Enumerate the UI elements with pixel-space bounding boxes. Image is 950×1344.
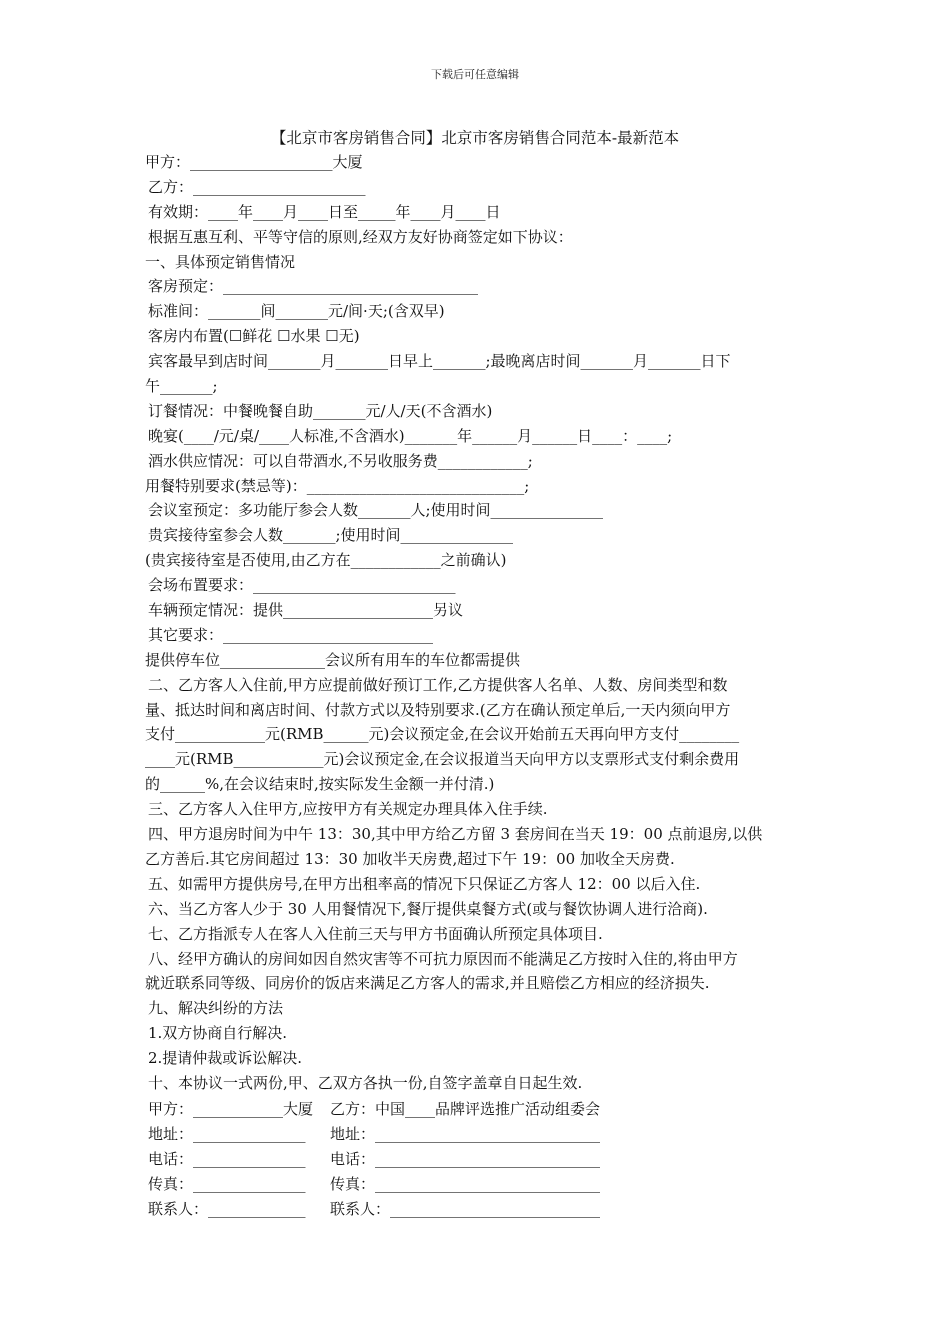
contract-line: (贵宾接待室是否使用,由乙方在____________之前确认) — [145, 551, 507, 570]
contract-line: 贵宾接待室参会人数_______;使用时间_______________ — [148, 526, 514, 545]
party-b-field: 联系人：____________________________ — [330, 1199, 601, 1218]
contract-line: 标准间：_______间_______元/间·天;(含双早) — [148, 302, 445, 321]
contract-line: 六、当乙方客人少于 30 人用餐情况下,餐厅提供桌餐方式(或与餐饮协调人进行洽商). — [148, 899, 708, 918]
contract-body — [145, 150, 810, 1096]
contract-line: 支付____________元(RMB______元)会议预定金,在会议开始前五天再向甲方支付________ — [145, 725, 740, 744]
party-b-field: 电话：______________________________ — [330, 1149, 601, 1168]
contract-line: 一、具体预定销售情况 — [145, 252, 296, 271]
contract-line: 客房内布置(☐鲜花 ☐水果 ☐无) — [148, 327, 360, 346]
contract-line: 四、甲方退房时间为中午 13：30,其中甲方给乙方留 3 套房间在当天 19：00 点前退房,以供 — [148, 825, 763, 844]
contract-line: 订餐情况：中餐晚餐自助_______元/人/天(不含酒水) — [148, 401, 493, 420]
party-a-field: 传真：_______________ — [148, 1174, 306, 1193]
party-b-field: 乙方：中国____品牌评选推广活动组委会 — [330, 1100, 601, 1118]
contract-line: 用餐特别要求(禁忌等)：_____________________________; — [145, 476, 530, 495]
contract-line: 就近联系同等级、同房价的饭店来满足乙方客人的需求,并且赔偿乙方相应的经济损失. — [145, 974, 710, 993]
contract-line: 1.双方协商自行解决. — [148, 1024, 288, 1043]
contract-line: 七、乙方指派专人在客人入住前三天与甲方书面确认所预定具体项目. — [148, 924, 603, 943]
contract-line: 有效期：____年____月____日至_____年____月____日 — [148, 202, 501, 221]
party-a-field: 地址：_______________ — [148, 1124, 306, 1143]
party-a-field: 联系人：_____________ — [148, 1199, 306, 1218]
contract-line: 乙方善后.其它房间超过 13：30 加收半天房费,超过下午 19：00 加收全天房费. — [145, 849, 675, 868]
contract-line: 三、乙方客人入住甲方,应按甲方有关规定办理具体入住手续. — [148, 800, 548, 819]
contract-line: 其它要求：____________________________ — [148, 625, 434, 644]
contract-line: 会议室预定：多功能厅参会人数_______人;使用时间_______________ — [148, 501, 604, 520]
contract-line: 根据互惠互利、平等守信的原则,经双方友好协商签定如下协议： — [148, 227, 573, 246]
party-b-field: 地址：______________________________ — [330, 1124, 601, 1143]
contract-line: 提供停车位______________会议所有用车的车位都需提供 — [145, 650, 521, 669]
contract-line: 晚宴(____/元/桌/____人标准,不含酒水)_______年______月______日____：____; — [148, 426, 673, 445]
contract-line: 二、乙方客人入住前,甲方应提前做好预订工作,乙方提供客人名单、人数、房间类型和数 — [148, 675, 728, 694]
party-a-field: 甲方：____________大厦 — [148, 1100, 314, 1118]
contract-line: 五、如需甲方提供房号,在甲方出租率高的情况下只保证乙方客人 12：00 以后入住. — [148, 874, 701, 893]
contract-line: 会场布置要求：___________________________ — [148, 576, 456, 595]
contract-line: 宾客最早到店时间_______月_______日早上_______;最晚离店时间_______月_______日下 — [148, 352, 731, 371]
contract-line: 2.提请仲裁或诉讼解决. — [148, 1049, 303, 1068]
signature-row — [148, 1147, 798, 1172]
signature-row — [148, 1122, 798, 1147]
document-title: 【北京市客房销售合同】北京市客房销售合同范本-最新范本 — [270, 129, 680, 147]
contract-line: 酒水供应情况：可以自带酒水,不另收服务费____________; — [148, 451, 533, 470]
contract-line: ____元(RMB____________元)会议预定金,在会议报道当天向甲方以支票形式支付剩余费用 — [145, 750, 740, 769]
signature-row — [148, 1197, 798, 1222]
contract-line: 甲方：___________________大厦 — [145, 153, 363, 171]
header-note: 下载后可任意编辑 — [431, 68, 519, 81]
party-b-field: 传真：______________________________ — [330, 1174, 601, 1193]
contract-line: 量、抵达时间和离店时间、付款方式以及特别要求.(乙方在确认预定单后,一天内须向甲方 — [145, 700, 731, 719]
contract-line: 八、经甲方确认的房间如因自然灾害等不可抗力原因而不能满足乙方按时入住的,将由甲方 — [148, 949, 738, 968]
contract-line: 的______%,在会议结束时,按实际发生金额一并付清.) — [145, 775, 495, 794]
contract-line: 十、本协议一式两份,甲、乙双方各执一份,自签字盖章自日起生效. — [148, 1073, 583, 1092]
signature-row — [148, 1097, 798, 1122]
contract-line: 乙方：_______________________ — [148, 177, 366, 196]
contract-line: 午_______; — [145, 377, 218, 396]
signature-block — [148, 1097, 798, 1221]
contract-line: 车辆预定情况：提供____________________另议 — [148, 601, 464, 620]
contract-line: 客房预定：__________________________________ — [148, 277, 479, 296]
contract-line: 九、解决纠纷的方法 — [148, 999, 284, 1018]
signature-row — [148, 1172, 798, 1197]
party-a-field: 电话：_______________ — [148, 1149, 306, 1168]
